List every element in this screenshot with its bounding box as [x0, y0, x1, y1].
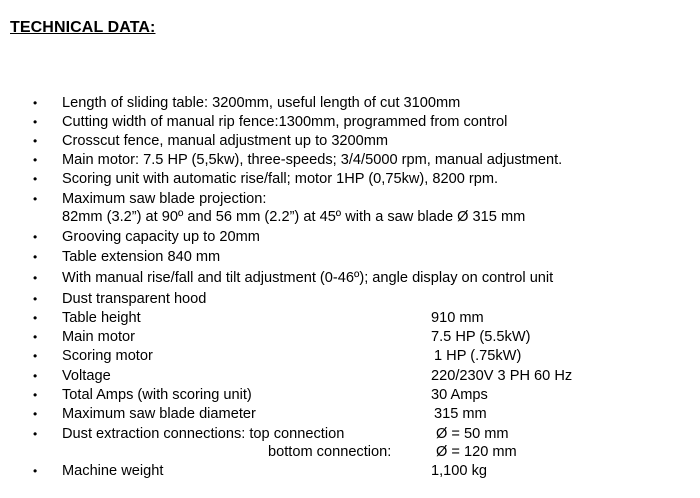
bullet: • — [33, 134, 38, 148]
spec-row — [0, 425, 700, 444]
spec-value: 1,100 kg — [431, 463, 487, 479]
list-item-text: Dust transparent hood — [62, 291, 207, 307]
list-item-text: Length of sliding table: 3200mm, useful length of cut 3100mm — [62, 95, 461, 111]
bullet: • — [33, 250, 38, 264]
bullet: • — [33, 230, 38, 244]
spec-row-continuation — [0, 443, 700, 462]
bullet: • — [33, 153, 38, 167]
spec-label-line2: bottom connection: — [268, 444, 392, 460]
bullet: • — [33, 369, 38, 383]
bullet: • — [33, 115, 38, 129]
list-item — [0, 290, 700, 309]
bullet: • — [33, 407, 38, 421]
list-item — [0, 151, 700, 170]
list-item-text-line2: 82mm (3.2”) at 90º and 56 mm (2.2”) at 45º with a saw blade Ø 315 mm — [62, 209, 526, 225]
page-title: TECHNICAL DATA: — [10, 19, 156, 36]
bullet: • — [33, 349, 38, 363]
spec-row — [0, 367, 700, 386]
spec-row — [0, 309, 700, 328]
spec-label: Main motor — [62, 329, 135, 345]
spec-label: Total Amps (with scoring unit) — [62, 387, 252, 403]
list-item — [0, 170, 700, 189]
bullet: • — [33, 192, 38, 206]
bullet: • — [33, 311, 38, 325]
bullet: • — [33, 271, 38, 285]
list-item — [0, 269, 700, 288]
spec-value: 1 HP (.75kW) — [434, 348, 522, 364]
spec-label: Machine weight — [62, 463, 164, 479]
spec-value: 7.5 HP (5.5kW) — [431, 329, 531, 345]
list-item — [0, 113, 700, 132]
spec-row — [0, 405, 700, 424]
spec-row — [0, 328, 700, 347]
bullet: • — [33, 172, 38, 186]
list-item-text: Maximum saw blade projection: — [62, 191, 267, 207]
spec-value: 315 mm — [434, 406, 487, 422]
list-item-text: Cutting width of manual rip fence:1300mm, programmed from control — [62, 114, 508, 130]
list-item-text: Crosscut fence, manual adjustment up to 3200mm — [62, 133, 389, 149]
spec-label: Voltage — [62, 368, 111, 384]
spec-value: 220/230V 3 PH 60 Hz — [431, 368, 573, 384]
list-item-continuation — [0, 208, 700, 227]
list-item-text: Table extension 840 mm — [62, 249, 221, 265]
bullet: • — [33, 96, 38, 110]
spec-label: Maximum saw blade diameter — [62, 406, 256, 422]
list-item — [0, 132, 700, 151]
list-item-text: With manual rise/fall and tilt adjustment (0-46º); angle display on control unit — [62, 270, 554, 286]
bullet: • — [33, 292, 38, 306]
spec-value: 30 Amps — [431, 387, 488, 403]
bullet: • — [33, 330, 38, 344]
bullet: • — [33, 427, 38, 441]
spec-value-line2: Ø = 120 mm — [436, 444, 517, 460]
spec-row — [0, 347, 700, 366]
spec-row — [0, 462, 700, 481]
spec-row — [0, 386, 700, 405]
list-item — [0, 248, 700, 267]
bullet: • — [33, 388, 38, 402]
spec-label: Scoring motor — [62, 348, 153, 364]
list-item — [0, 190, 700, 209]
list-item-text: Main motor: 7.5 HP (5,5kw), three-speeds; 3/4/5000 rpm, manual adjustment. — [62, 152, 563, 168]
list-item — [0, 228, 700, 247]
spec-label: Table height — [62, 310, 141, 326]
bullet: • — [33, 464, 38, 478]
list-item — [0, 94, 700, 113]
list-item-text: Grooving capacity up to 20mm — [62, 229, 260, 245]
spec-label: Dust extraction connections: top connection — [62, 426, 345, 442]
list-item-text: Scoring unit with automatic rise/fall; motor 1HP (0,75kw), 8200 rpm. — [62, 171, 499, 187]
spec-value: Ø = 50 mm — [436, 426, 509, 442]
spec-value: 910 mm — [431, 310, 484, 326]
